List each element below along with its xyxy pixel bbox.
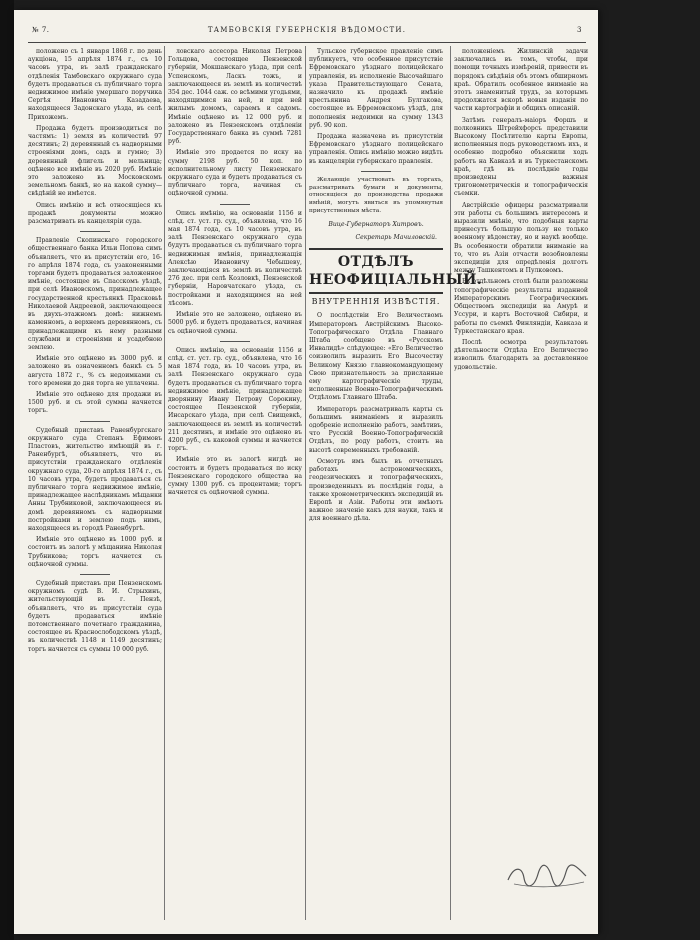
paragraph: Послѣ осмотра результатовъ дѣятельности Отдѣла Его Величество изволилъ благодарить за доставленное удовольствіе. [454, 338, 588, 371]
paragraph: Имѣніе это въ залогѣ нигдѣ не состоитъ и будетъ продаваться по иску Пензенскаго городского общества на сумму 1300 руб. съ процентами; торгъ начнется съ оцѣночной суммы. [168, 456, 302, 497]
paragraph: Императоръ разсматривалъ карты съ большимъ вниманіемъ и выразилъ одобреніе исполненію работъ, замѣтивъ, что Русскій Военно-Топографическій Отдѣлъ, по роду работъ, стоитъ на высотѣ современныхъ требованій. [309, 405, 443, 454]
paragraph: Судебный приставъ при Пензенскомъ окружномъ судѣ В. И. Стрыхинъ, жительствующій въ г. Пензѣ, объявляетъ, что въ присутствіи суда будетъ продаваться имѣніе потомственнаго почетнаго гражданина, состоящее въ Краснослободскомъ уѣздѣ, въ количествѣ 1148 и 1149 десятинъ; торгъ начнется съ суммы 10 000 руб. [28, 579, 162, 653]
paragraph: Имѣніе это оцѣнено въ 3000 руб. и заложено въ означенномъ банкѣ съ 5 августа 1872 г., % съ недоимками съ того времени до дня торга не уплачены. [28, 355, 162, 387]
paragraph: Судебный приставъ Раненбургскаго окружнаго суда Степанъ Ефимовъ Пластовъ, жительство имѣющій въ г. Раненбургѣ, объявляетъ, что въ присутствіи гражданскаго отдѣленія окружнаго суда, 20-го апрѣля 1874 г., съ 10 часовъ утра, будетъ продаваться съ публичнаго торга недвижимое имѣніе, принадлежащее наслѣдникамъ мѣщанки Анны Трубниковой, заключающееся въ домѣ деревянномъ съ надворными постройками и землею подъ нимъ, находящееся въ городѣ Раненбургѣ. [28, 426, 162, 532]
paragraph: положеніемъ Жилинскій задачи заключались въ томъ, чтобы, при помощи точныхъ измѣреній, привести въ порядокъ свѣдѣнія объ этомъ обширномъ краѣ. Обратилъ особенное вниманіе на этотъ знаменитый трудъ, за которымъ продолжатся вскорѣ новыя изданія по части картографіи и общихъ описаній. [454, 48, 588, 113]
scanner-margin [0, 0, 14, 940]
paragraph: Желающіе участвовать въ торгахъ, разсматривать бумаги и документы, относящіеся до производства продажи имѣній, могутъ явиться въ упомянутыя присутственныя мѣста. [309, 176, 443, 215]
paragraph: Имѣніе это оцѣнено въ 1000 руб. и состоитъ въ залогѣ у мѣщанина Николая Трубникова; торгъ начнется съ оцѣночной суммы. [28, 536, 162, 568]
separator [361, 171, 391, 172]
library-stamp [504, 858, 590, 892]
paragraph: Опись имѣнію и всѣ относящіеся къ продажѣ документы можно разсматривать въ канцеляріи суда. [28, 201, 162, 226]
separator [220, 204, 250, 205]
paragraph: ловскаго ассесора Николая Петрова Гольцова, состоящее Пензенской губерніи, Мокшанскаго уѣзда, при селѣ Успенскомъ, Ласкъ тожъ, и заключающееся въ землѣ въ количествѣ 354 дес. 1044 саж. со всѣмими угодьями, находящимися на ней, и при ней жилымъ домомъ, сараемъ и садомъ. Имѣніе оцѣнено въ 12 000 руб. и заложено въ Пензенскомъ отдѣленіи Государственнаго банка въ суммѣ 7281 руб. [168, 48, 302, 146]
paragraph: Опись имѣнію, на основаніи 1156 и слѣд. ст. уст. гр. суд., объявлена, что 16 мая 1874 года, съ 10 часовъ утра, въ залѣ Пензенскаго окружнаго суда будутъ продаваться съ публичнаго торга недвижимыя имѣнія, принадлежащія Алексѣю Ивановичу Чебышеву, заключающіяся въ землѣ въ количествѣ 276 дес. при селѣ Козловкѣ, Пензенской губерніи, Наровчатскаго уѣзда, съ постройками и находящимся на ней лѣсомъ. [168, 209, 302, 307]
paragraph: Правленіе Скопинскаго городского общественнаго банка Ильи Попова симъ объявляетъ, что въ присутствіи его, 16-го апрѣля 1874 года, съ узаконенными торгами будетъ продаваться заложенное имѣніе, состоящее въ Спасскомъ уѣздѣ, при селѣ Ивановскомъ, принадлежащее государственной крестьянкѣ Прасковьѣ Николаевой Андреевой, заключающееся въ двухъ-этажномъ домѣ: нижнемъ каменномъ, а верхнемъ деревянномъ, съ принадлежащими къ нему разными службами и строеніями и усадебною землею. [28, 237, 162, 351]
separator [220, 341, 250, 342]
newspaper-title: ТАМБОВСКІЯ ГУБЕРНСКІЯ ВѢДОМОСТИ. [207, 26, 407, 34]
paragraph: Продажа будетъ производиться по частямъ: 1) земля въ количествѣ 97 десятинъ; 2) деревянный съ надворными строеніями домъ, садъ и гумно; 3) деревянный флигель и мельница; оцѣнено все имѣніе въ 2020 руб. Имѣніе это заложено въ Московскомъ земельномъ банкѣ, но на какой сумму—свѣдѣній не имѣется. [28, 124, 162, 198]
column-3 [309, 48, 483, 918]
page-header [26, 26, 588, 42]
paragraph: Осмотръ имъ былъ въ отчетныхъ работахъ астрономическихъ, геодезическихъ и топографическихъ, произведенныхъ въ послѣднія годы, а также хронометрическихъ экспедицій въ Европѣ и Азіи. Работы эти имѣютъ важное значеніе какъ для науки, такъ и для военнаго дѣла. [309, 457, 443, 523]
column-1 [28, 48, 162, 918]
issue-number: № 7. [32, 26, 50, 34]
column-2 [168, 48, 302, 918]
header-rule [28, 42, 586, 43]
paragraph: О послѣдствіи Его Величествомъ Императоромъ Австрійскимъ Высоко-Топографическаго Отдѣла Главнаго Штаба сообщено въ «Русскомъ Инвалидѣ» слѣдующее: «Его Величество соизволилъ выразить Его Высочеству Великому Князю главнокомандующему Свою признательность за присланные ему картографическіе труды, исполненные Военно-Топографическимъ Отдѣломъ Главнаго Штаба. [309, 312, 443, 402]
paragraph: Имѣніе это продается по иску на сумму 2198 руб. 50 коп. по исполнительному листу Пензенскаго окружнаго суда и будетъ продаваться съ публичнаго торга, начиная съ оцѣночной суммы. [168, 149, 302, 198]
column-4 [454, 48, 588, 918]
handwritten-signature-icon [504, 858, 590, 892]
paragraph: Въ отдѣльномъ столѣ были разложены топографическіе результаты изданной Императорскимъ Географическимъ Обществомъ экспедиціи на Амурѣ и Уссури, и картъ Восточной Сибири, и работы по съемкѣ Финляндіи, Кавказа и Туркестанскаго края. [454, 278, 588, 335]
paragraph: Опись имѣнію, на основаніи 1156 и слѣд. ст. уст. гр. суд., объявлена, что 16 мая 1874 года, въ 10 часовъ утра, въ залѣ Пензенскаго окружнаго суда будетъ продаваться съ публичнаго торга недвижимое имѣніе, принадлежащее дворянину Ивану Петрову Сорокину, состоящее Пензенской губерніи, Инсарскаго уѣзда, при селѣ Свищевкѣ, заключающееся въ землѣ въ количествѣ 211 десятинъ, и имѣніе это оцѣнено въ 4200 руб., съ каковой суммы и начнется торгъ. [168, 346, 302, 453]
newspaper-page [14, 10, 598, 934]
column-divider [164, 46, 165, 920]
separator [80, 231, 110, 232]
separator [80, 421, 110, 422]
separator [80, 574, 110, 575]
section-subtitle: ВНУТРЕННІЯ ИЗВѢСТІЯ. [311, 297, 441, 307]
paragraph: Имѣніе это оцѣнено для продажи въ 1500 руб. и съ этой суммы начнется торгъ. [28, 390, 162, 415]
paragraph: Продажа назначена въ присутствіи Ефремовскаго уѣзднаго полицейскаго управленія. Опись имѣнію можно видѣть въ канцеляріи губернскаго правленія. [309, 133, 443, 165]
signature-vice-governor: Вице-Губернаторъ Хитровъ. [328, 220, 424, 228]
paragraph: положено съ 1 января 1868 г. по день аукціона, 15 апрѣля 1874 г., съ 10 часовъ утра, въ залѣ гражданскаго отдѣленія Тамбовскаго окружнаго суда будетъ продаваться съ публичнаго торга недвижимое имѣніе умершаго поручика Сергѣя Ивановича Казадаева, находящееся Задонскаго уѣзда, въ селѣ Прихожемъ. [28, 48, 162, 121]
column-divider [450, 46, 451, 920]
column-divider [305, 46, 306, 920]
paragraph: Затѣмъ генералъ-маіоръ Форшъ и полковникъ Штрейхфорсъ представили Высокому Посѣтителю карты Европы, исполненныя подъ руководствомъ ихъ, и особенно подробно объяснили ходъ работъ на Кавказѣ и въ Туркестанскомъ краѣ, гдѣ въ послѣдніе годы произведены важныя тригонометрическія и топографическія съемки. [454, 116, 588, 198]
paragraph: Австрійскіе офицеры разсматривали эти работы съ большимъ интересомъ и выразили мнѣніе, что подобныя карты принесутъ большую пользу не только военному вѣдомству, но и наукѣ вообще. Въ особенности обратили вниманіе на то, что въ Азіи отчасти возобновлены экспедиціи для опредѣленія долготъ между Ташкентомъ и Пулковомъ. [454, 201, 588, 275]
section-title: ОТДѢЛЪ НЕОФИЦІАЛЬНЫЙ. [309, 248, 443, 294]
paragraph: Имѣніе это не заложено, оцѣнено въ 5000 руб. и будетъ продаваться, начиная съ оцѣночной суммы. [168, 311, 302, 335]
paragraph: Тульское губернское правленіе симъ публикуетъ, что особенное присутствіе Ефремовскаго уѣзднаго полицейскаго управленія, въ исполненіе Высочайшаго указа Правительствующаго Сената, назначило къ продажѣ имѣніе крестьянина Андрея Булгакова, состоящее въ Ефремовскомъ уѣздѣ, для пополненія недоимки на сумму 1343 руб. 90 коп. [309, 48, 443, 129]
signature-secretary: Секретарь Мачиловскій. [355, 234, 437, 242]
page-number: 3 [577, 26, 582, 34]
